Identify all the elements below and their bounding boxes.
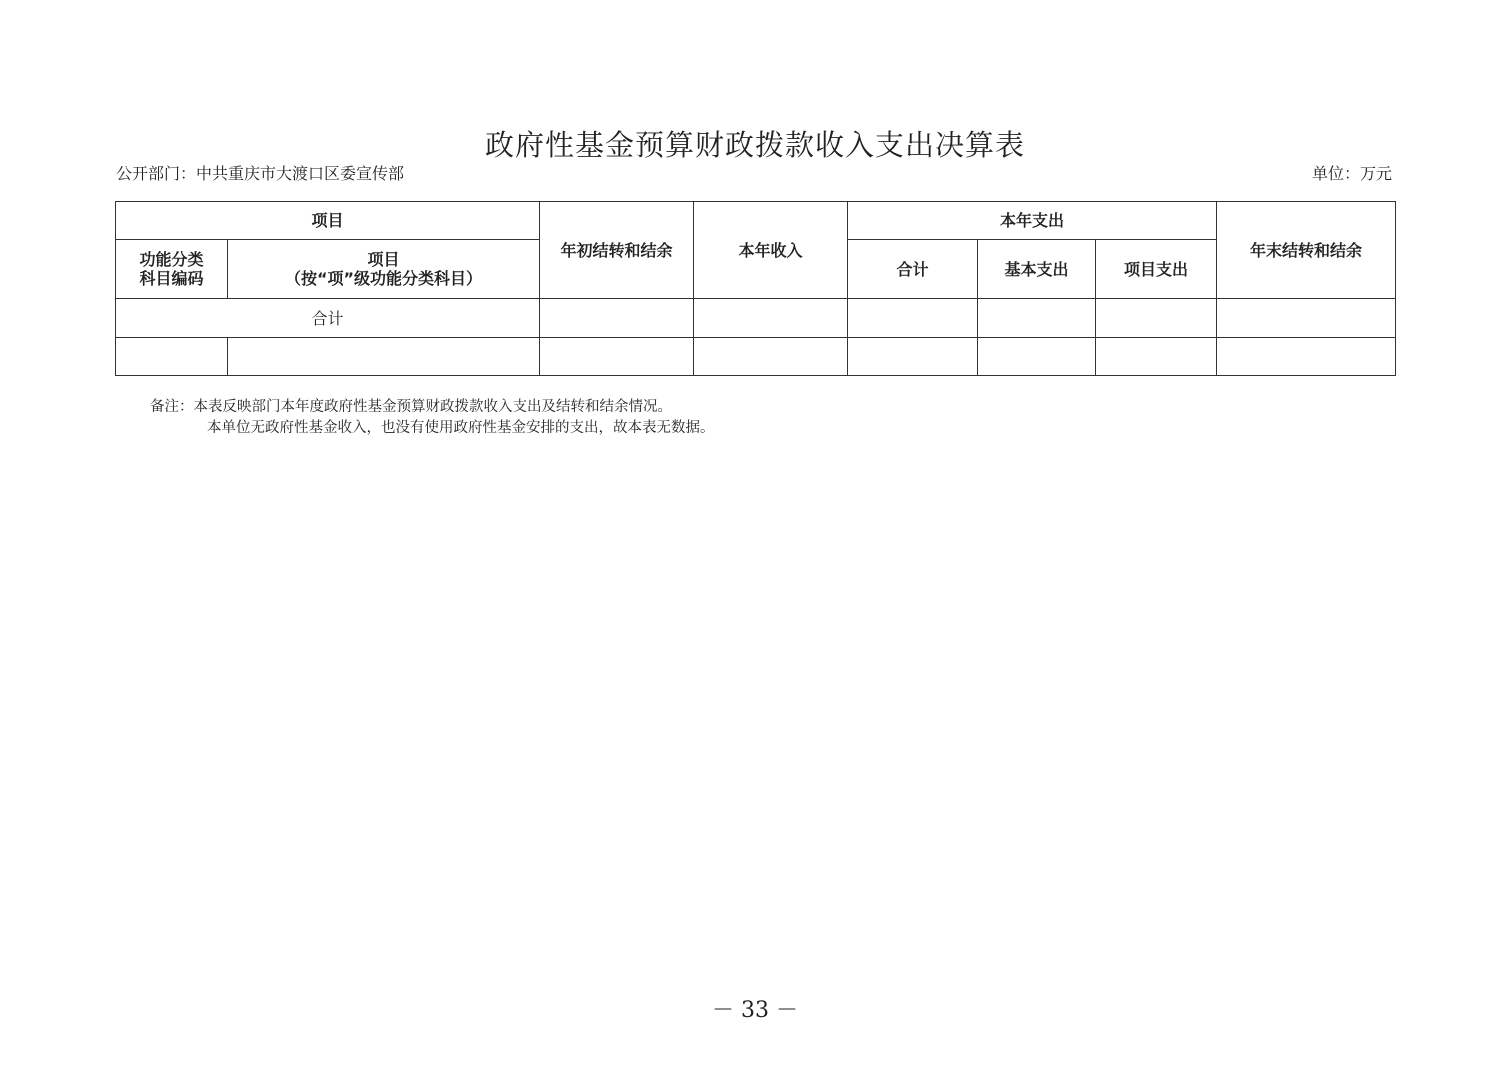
header-item-line1: 项目 [367, 250, 400, 269]
cell-empty [1096, 299, 1217, 338]
cell-empty [540, 299, 694, 338]
header-func-code-line2: 科目编码 [139, 269, 204, 288]
header-expense: 本年支出 [848, 202, 1217, 240]
page-title: 政府性基金预算财政拨款收入支出决算表 [484, 128, 1025, 162]
header-basic: 基本支出 [978, 240, 1096, 299]
cell-empty [1096, 338, 1217, 376]
cell-empty [228, 338, 540, 376]
header-end-balance: 年末结转和结余 [1217, 202, 1396, 299]
cell-empty [540, 338, 694, 376]
cell-empty [694, 338, 848, 376]
header-func-code-line1: 功能分类 [139, 250, 204, 269]
header-income: 本年收入 [694, 202, 848, 299]
cell-empty [116, 338, 228, 376]
note-block [150, 397, 715, 439]
note-line-2: 本单位无政府性基金收入，也没有使用政府性基金安排的支出，故本表无数据。 [207, 420, 715, 436]
header-func-code [116, 240, 228, 299]
row-total-label: 合计 [116, 299, 540, 338]
cell-empty [1217, 299, 1396, 338]
unit-label: 单位：万元 [1311, 164, 1392, 183]
page-number: － 33 － [712, 998, 798, 1023]
header-total: 合计 [848, 240, 978, 299]
table-row [116, 338, 1396, 376]
cell-empty [848, 338, 978, 376]
header-item [228, 240, 540, 299]
header-row-1 [116, 202, 1396, 240]
header-project: 项目 [116, 202, 540, 240]
header-item-line2: （按“项”级功能分类科目） [284, 269, 483, 288]
cell-empty [978, 299, 1096, 338]
cell-empty [978, 338, 1096, 376]
cell-empty [1217, 338, 1396, 376]
cell-empty [694, 299, 848, 338]
note-line-1: 备注：本表反映部门本年度政府性基金预算财政拨款收入支出及结转和结余情况。 [150, 399, 672, 415]
table-row-total [116, 299, 1396, 338]
header-project-expense: 项目支出 [1096, 240, 1217, 299]
header-begin-balance: 年初结转和结余 [540, 202, 694, 299]
cell-empty [848, 299, 978, 338]
budget-table [115, 201, 1396, 376]
department-label: 公开部门：中共重庆市大渡口区委宣传部 [116, 164, 405, 183]
